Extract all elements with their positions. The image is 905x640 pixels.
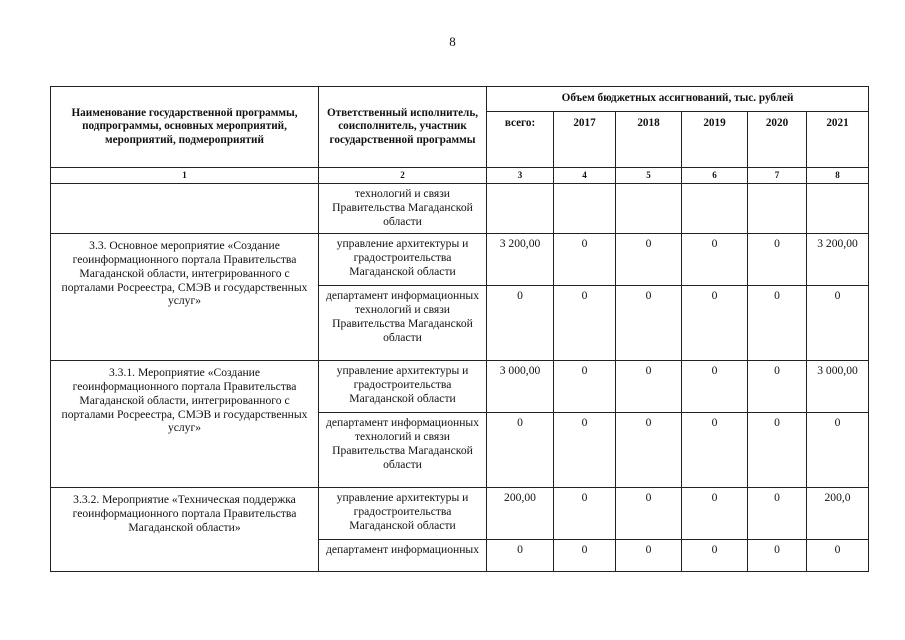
value-cell: 3 200,00: [807, 233, 869, 285]
header-budget: Объем бюджетных ассигнований, тыс. рублей: [487, 87, 869, 112]
header-year: 2021: [807, 112, 869, 168]
value-cell: 0: [554, 233, 616, 285]
page-number: 8: [449, 34, 456, 49]
value-cell: 0: [682, 285, 748, 360]
value-cell: 3 000,00: [807, 360, 869, 412]
value-cell: 0: [682, 233, 748, 285]
table-row: [51, 183, 869, 233]
value-cell: 0: [487, 285, 554, 360]
value-cell: 0: [682, 412, 748, 487]
value-cell: 0: [748, 539, 807, 571]
value-cell: [616, 183, 682, 233]
value-cell: 0: [807, 412, 869, 487]
header-executor: Ответственный исполнитель, соисполнитель, участник государственной программы: [319, 87, 487, 168]
value-cell: 0: [616, 360, 682, 412]
value-cell: 0: [554, 487, 616, 539]
value-cell: 0: [748, 360, 807, 412]
column-number: 5: [616, 168, 682, 184]
header-year: 2017: [554, 112, 616, 168]
header-program-name: Наименование государственной программы, подпрограммы, основных мероприятий, мероприятий, подмероприятий: [51, 87, 319, 168]
value-cell: [554, 183, 616, 233]
value-cell: 0: [748, 285, 807, 360]
value-cell: 0: [487, 412, 554, 487]
value-cell: 0: [616, 412, 682, 487]
column-number: 8: [807, 168, 869, 184]
value-cell: [487, 183, 554, 233]
value-cell: 0: [554, 285, 616, 360]
header-year: 2018: [616, 112, 682, 168]
value-cell: 0: [554, 412, 616, 487]
column-number-row: [51, 168, 869, 184]
value-cell: 0: [682, 539, 748, 571]
column-number: 6: [682, 168, 748, 184]
header-total: всего:: [487, 112, 554, 168]
budget-table: [50, 86, 869, 572]
value-cell: 0: [682, 487, 748, 539]
table-row: [51, 233, 869, 285]
column-number: 4: [554, 168, 616, 184]
value-cell: 3 000,00: [487, 360, 554, 412]
executor-cell: управление архитектуры и градостроительства Магаданской области: [319, 360, 487, 412]
value-cell: [748, 183, 807, 233]
column-number: 2: [319, 168, 487, 184]
column-number: 7: [748, 168, 807, 184]
value-cell: 0: [748, 412, 807, 487]
table-row: [51, 360, 869, 412]
value-cell: 0: [807, 285, 869, 360]
value-cell: 0: [554, 539, 616, 571]
executor-cell: департамент информационных технологий и связи Правительства Магаданской области: [319, 285, 487, 360]
executor-cell: технологий и связи Правительства Магаданской области: [319, 183, 487, 233]
value-cell: 0: [554, 360, 616, 412]
header-year: 2019: [682, 112, 748, 168]
executor-cell: управление архитектуры и градостроительства Магаданской области: [319, 233, 487, 285]
value-cell: 0: [807, 539, 869, 571]
column-number: 3: [487, 168, 554, 184]
table-row: [51, 487, 869, 539]
value-cell: 0: [616, 233, 682, 285]
value-cell: [682, 183, 748, 233]
column-number: 1: [51, 168, 319, 184]
value-cell: 0: [748, 487, 807, 539]
value-cell: 0: [487, 539, 554, 571]
value-cell: [807, 183, 869, 233]
program-name-cell: 3.3.2. Мероприятие «Техническая поддержка геоинформационного портала Правительства Магаданской области»: [51, 487, 319, 571]
program-name-cell: [51, 183, 319, 233]
value-cell: 3 200,00: [487, 233, 554, 285]
value-cell: 200,00: [487, 487, 554, 539]
value-cell: 0: [616, 487, 682, 539]
value-cell: 0: [616, 285, 682, 360]
executor-cell: управление архитектуры и градостроительства Магаданской области: [319, 487, 487, 539]
value-cell: 0: [748, 233, 807, 285]
value-cell: 0: [682, 360, 748, 412]
value-cell: 200,0: [807, 487, 869, 539]
executor-cell: департамент информационных технологий и связи Правительства Магаданской области: [319, 412, 487, 487]
value-cell: 0: [616, 539, 682, 571]
header-year: 2020: [748, 112, 807, 168]
program-name-cell: 3.3.1. Мероприятие «Создание геоинформационного портала Правительства Магаданской области, интегрированного с порталами Росреестра, СМЭВ и государственных услуг»: [51, 360, 319, 487]
program-name-cell: 3.3. Основное мероприятие «Создание геоинформационного портала Правительства Магаданской области, интегрированного с порталами Росреестра, СМЭВ и государственных услуг»: [51, 233, 319, 360]
table-header: [51, 87, 869, 184]
table-body: [51, 183, 869, 571]
executor-cell: департамент информационных: [319, 539, 487, 571]
